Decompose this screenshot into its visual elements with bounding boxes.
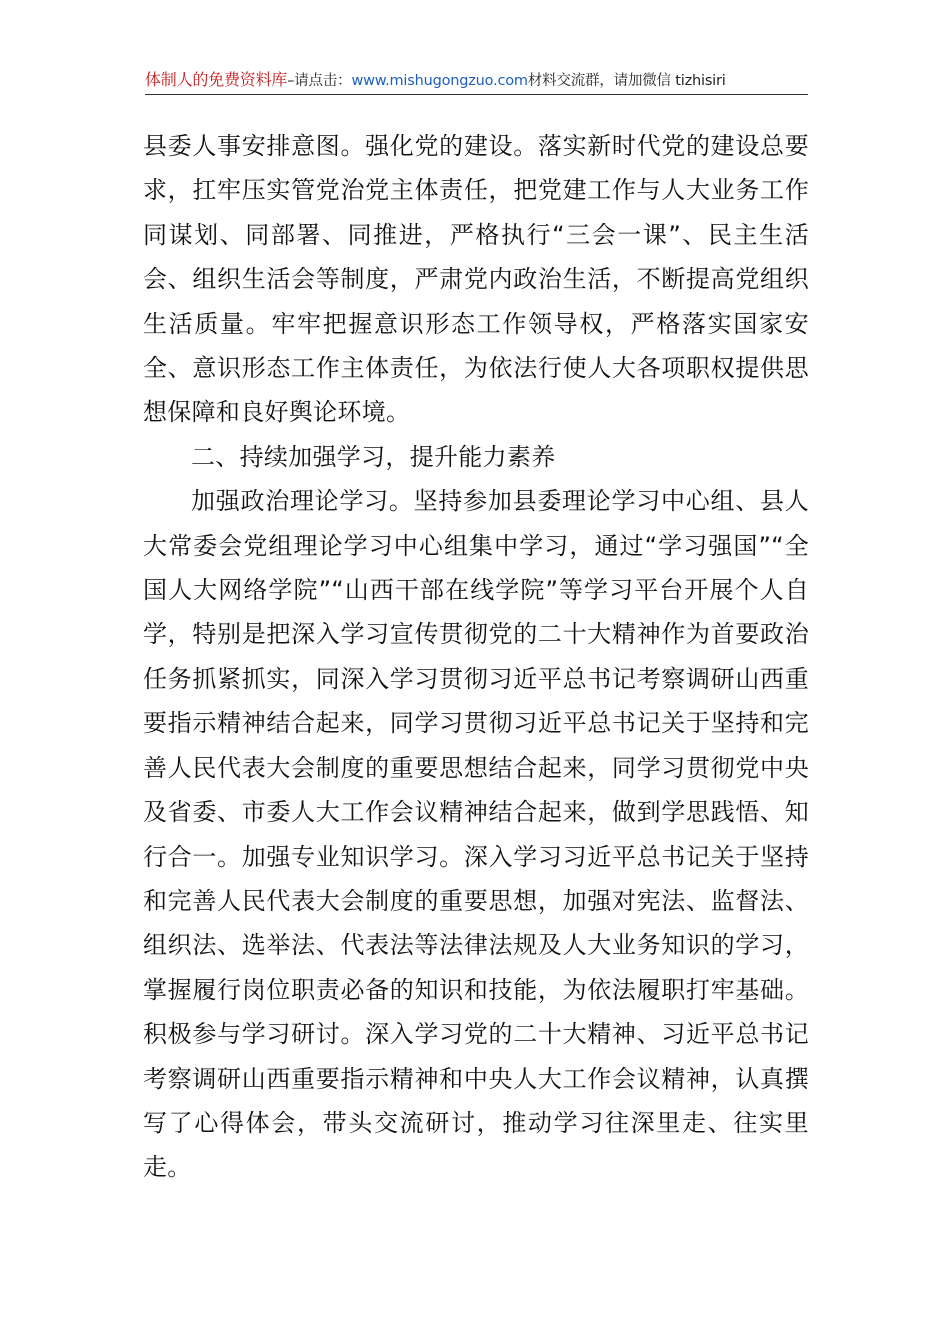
document-body: [143, 124, 809, 1190]
section-heading: 二、持续加强学习，提升能力素养: [191, 442, 556, 471]
paragraph-1: 县委人事安排意图。强化党的建设。落实新时代党的建设总要求，扛牢压实管党治党主体责任，把党建工作与人大业务工作同谋划、同部署、同推进，严格执行“三会一课”、民主生活会、组织生活会等制度，严肃党内政治生活，不断提高党组织生活质量。牢牢把握意识形态工作领导权，严格落实国家安全、意识形态工作主体责任，为依法行使人大各项职权提供思想保障和良好舆论环境。: [143, 132, 809, 427]
header-contact: 材料交流群，请加微信 tizhisiri: [527, 73, 726, 89]
paragraph-2: 加强政治理论学习。坚持参加县委理论学习中心组、县人大常委会党组理论学习中心组集中学习，通过“学习强国”“全国人大网络学院”“山西干部在线学院”等学习平台开展个人自学，特别是把深入学习宣传贯彻党的二十大精神作为首要政治任务抓紧抓实，同深入学习贯彻习近平总书记考察调研山西重要指示精神结合起来，同学习贯彻习近平总书记关于坚持和完善人民代表大会制度的重要思想结合起来，同学习贯彻党中央及省委、市委人大工作会议精神结合起来，做到学思践悟、知行合一。加强专业知识学习。深入学习习近平总书记关于坚持和完善人民代表大会制度的重要思想，加强对宪法、监督法、组织法、选举法、代表法等法律法规及人大业务知识的学习，掌握履行岗位职责必备的知识和技能，为依法履职打牢基础。积极参与学习研讨。深入学习党的二十大精神、习近平总书记考察调研山西重要指示精神和中央人大工作会议精神，认真撰写了心得体会，带头交流研讨，推动学习往深里走、往实里走。: [143, 487, 809, 1182]
page-header: [145, 68, 808, 95]
header-link[interactable]: www.mishugongzuo.com: [351, 73, 528, 89]
header-separator: –请点击：: [287, 73, 352, 89]
header-brand: 体制人的免费资料库: [145, 70, 288, 89]
